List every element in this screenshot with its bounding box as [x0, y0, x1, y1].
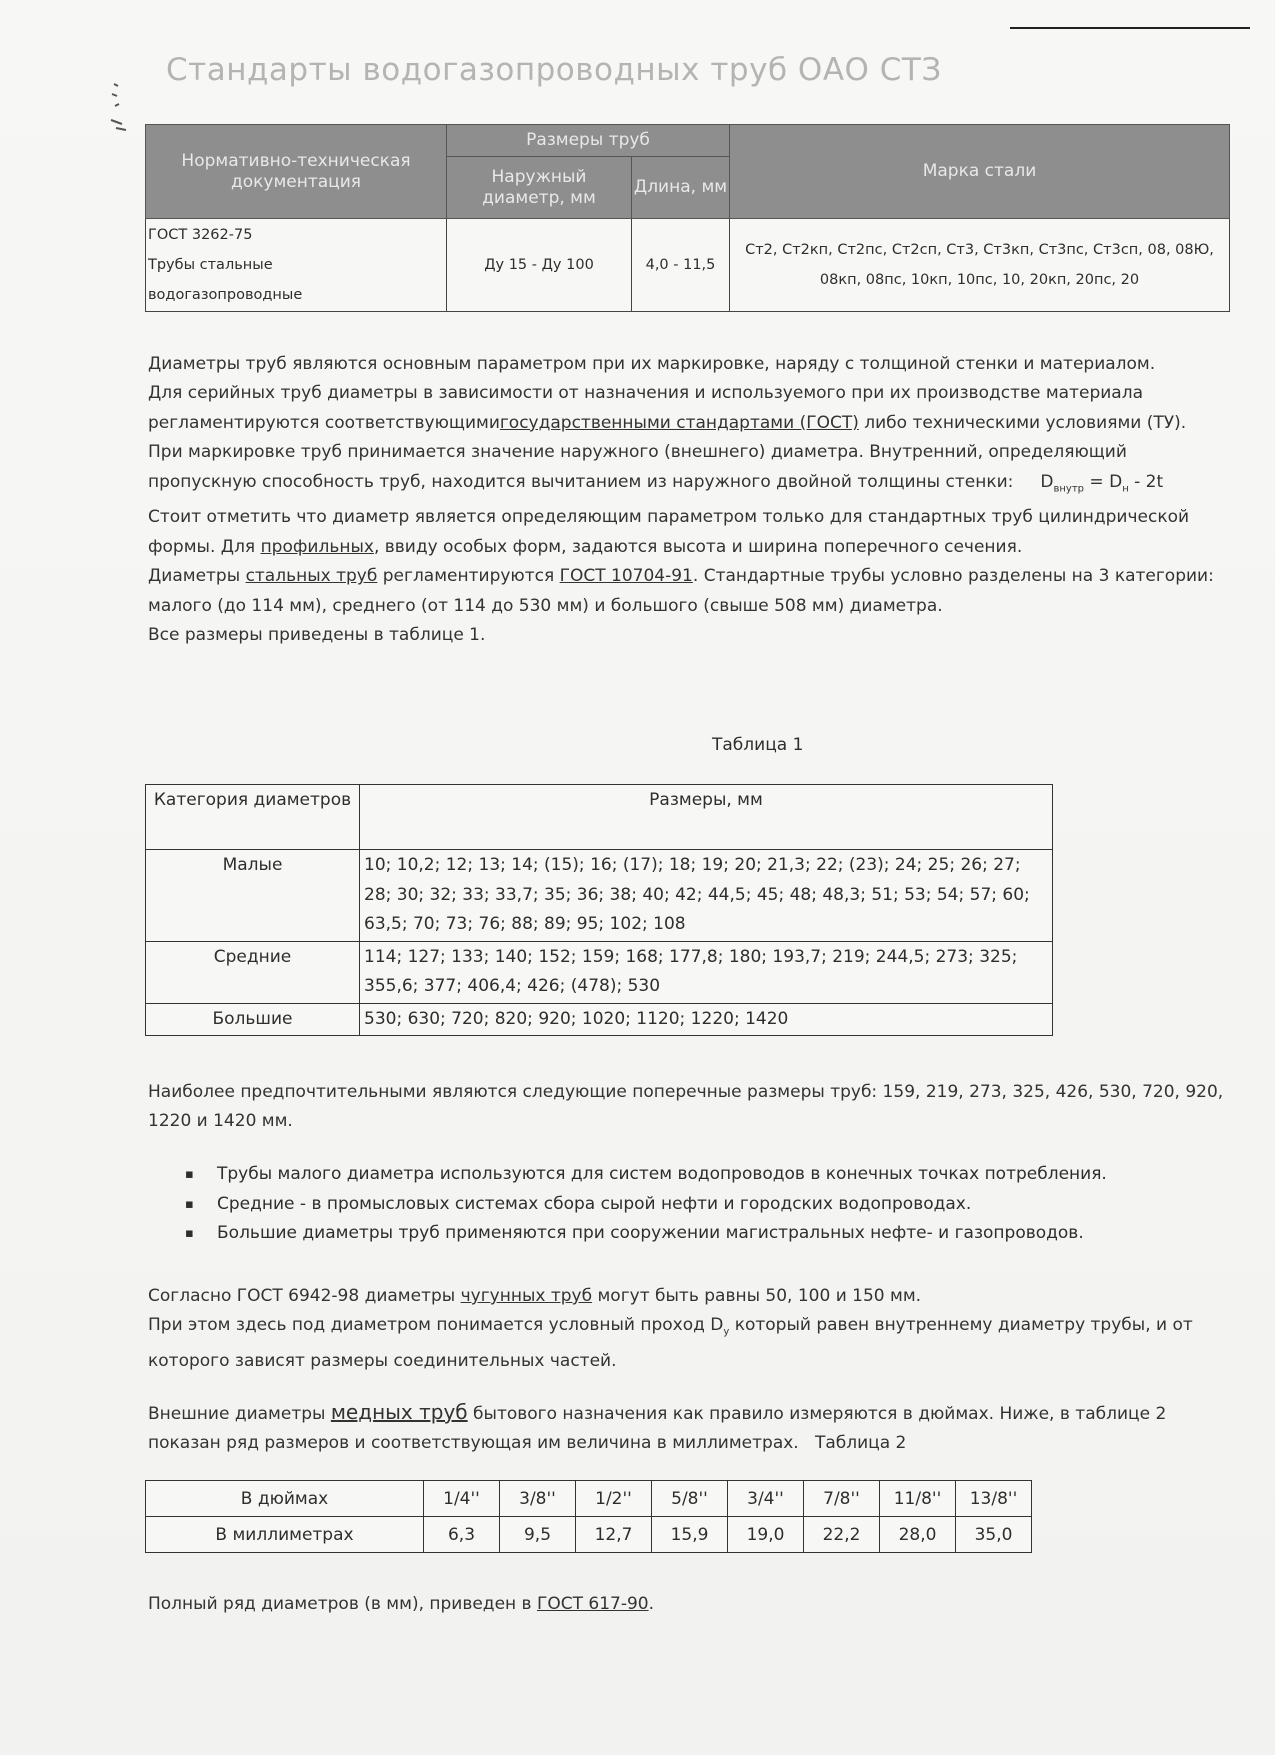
paragraph: При маркировке труб принимается значение наружного (внешнего) диаметра. Внутренний, определяющий пропускную способность труб, находится вычитанием из наружного двойной толщины стенки: $D_{внутр} = D_н - 2t$	[148, 442, 1164, 495]
table-row	[146, 850, 1053, 942]
header-pipe-sizes: Размеры труб	[447, 125, 730, 157]
table-row	[146, 219, 1230, 312]
intro-text	[148, 350, 1228, 650]
cast-iron-text	[148, 1282, 1228, 1377]
inch-cell: 5/8''	[652, 1481, 728, 1517]
inch-cell: 11/8''	[880, 1481, 956, 1517]
inch-cell: 7/8''	[804, 1481, 880, 1517]
diameters-table	[145, 784, 1053, 1036]
steel-pipes-standards-table	[145, 124, 1230, 312]
full-series-text	[148, 1590, 1228, 1619]
scan-line	[1010, 27, 1250, 29]
row-label: В миллиметрах	[146, 1517, 424, 1553]
header-steel-grade: Марка стали	[730, 125, 1230, 219]
mm-cell: 15,9	[652, 1517, 728, 1553]
category-cell: Малые	[146, 850, 360, 942]
mm-cell: 19,0	[728, 1517, 804, 1553]
paragraph: Все размеры приведены в таблице 1.	[148, 625, 486, 646]
table2-label: Таблица 2	[814, 1433, 907, 1454]
inch-cell: 3/4''	[728, 1481, 804, 1517]
category-cell: Средние	[146, 941, 360, 1003]
list-item: ▪ Средние - в промысловых системах сбора сырой нефти и городских водопроводах.	[185, 1193, 972, 1214]
doc-cell	[146, 219, 447, 312]
preferred-sizes-text: Наиболее предпочтительными являются следующие поперечные размеры труб: 159, 219, 273, 325, 426, 530, 720, 920, 1220 и 1420 мм.	[148, 1082, 1224, 1132]
header-documentation: Нормативно-техническая документация	[146, 125, 447, 219]
table-row	[146, 1517, 1032, 1553]
mm-cell: 22,2	[804, 1517, 880, 1553]
inch-cell: 1/4''	[424, 1481, 500, 1517]
steel-grades-line2: 08кп, 08пс, 10кп, 10пс, 10, 20кп, 20пс, 20	[819, 272, 1140, 288]
paragraph: Согласно ГОСТ 6942-98 диаметры чугунных труб могут быть равны 50, 100 и 150 мм.	[148, 1286, 922, 1306]
paragraph: Внешние диаметры медных труб бытового назначения как правило измеряются в дюймах. Ниже, в таблице 2 показан ряд размеров и соответствующая им величина в миллиметрах. Таблица 2	[148, 1400, 1167, 1454]
cast-iron-pipes-link[interactable]: чугунных труб	[460, 1286, 593, 1306]
page-title: Стандарты водогазопроводных труб ОАО СТЗ	[166, 52, 942, 88]
inch-cell: 13/8''	[956, 1481, 1032, 1517]
steel-grades-line1: Ст2, Ст2кп, Ст2пс, Ст2сп, Ст3, Ст3кп, Ст3пс, Ст3сп, 08, 08Ю,	[745, 242, 1214, 258]
steel-pipes-link[interactable]: стальных труб	[245, 566, 378, 587]
mm-cell: 35,0	[956, 1517, 1032, 1553]
paragraph: Диаметры стальных труб регламентируются ГОСТ 10704-91. Стандартные трубы условно разделены на 3 категории: малого (до 114 мм), среднего (от 114 до 530 мм) и большого (свыше 508 мм) диаметра.	[148, 566, 1214, 616]
profile-pipes-link[interactable]: профильных	[260, 536, 374, 557]
inch-cell: 3/8''	[500, 1481, 576, 1517]
paragraph: При этом здесь под диаметром понимается условный проход $D_y$ который равен внутреннему диаметру трубы, и от которого зависят размеры соединительных частей.	[148, 1315, 1193, 1372]
table-row	[146, 1003, 1053, 1036]
mm-cell: 28,0	[880, 1517, 956, 1553]
table-row	[146, 1481, 1032, 1517]
mm-cell: 9,5	[500, 1517, 576, 1553]
bullet-list	[185, 1160, 1107, 1249]
paragraph: Полный ряд диаметров (в мм), приведен в ГОСТ 617-90.	[148, 1594, 654, 1614]
header-outer-diameter: Наружный диаметр, мм	[447, 157, 632, 219]
gost-617-link[interactable]: ГОСТ 617-90	[536, 1594, 649, 1614]
mm-cell: 6,3	[424, 1517, 500, 1553]
paragraph: Для серийных труб диаметры в зависимости от назначения и используемого при их производстве материала регламентируются соответствующимигосударственными стандартами (ГОСТ) либо техническими условиями (ТУ).	[148, 383, 1187, 433]
sizes-cell: 10; 10,2; 12; 13; 14; (15); 16; (17); 18; 19; 20; 21,3; 22; (23); 24; 25; 26; 27; 28; 30; 32; 33; 33,7; 35; 36; 38; 40; 42; 44,5; 45; 48; 48,3; 51; 53; 54; 57; 60; 63,5; 70; 73; 76; 88; 89; 95; 102; 108	[360, 850, 1053, 942]
table-header-row	[146, 785, 1053, 850]
copper-text	[148, 1398, 1228, 1459]
gost-code: ГОСТ 3262-75	[148, 227, 253, 243]
header-sizes: Размеры, мм	[360, 785, 1053, 850]
scan-marks	[108, 80, 130, 142]
paragraph: Стоит отметить что диаметр является определяющим параметром только для стандартных труб цилиндрической формы. Для профильных, ввиду особых форм, задаются высота и ширина поперечного сечения.	[148, 507, 1190, 557]
gost-10704-link[interactable]: ГОСТ 10704-91	[559, 566, 693, 587]
header-length: Длина, мм	[632, 157, 730, 219]
formula: $D_{внутр} = D_н - 2t$	[1040, 471, 1164, 495]
steel-grade-cell	[730, 219, 1230, 312]
length-cell: 4,0 - 11,5	[632, 219, 730, 312]
table-row	[146, 941, 1053, 1003]
list-item: ▪ Трубы малого диаметра используются для систем водопроводов в конечных точках потребления.	[185, 1164, 1107, 1184]
inch-cell: 1/2''	[576, 1481, 652, 1517]
sizes-cell: 530; 630; 720; 820; 920; 1020; 1120; 1220; 1420	[360, 1003, 1053, 1036]
sizes-cell: 114; 127; 133; 140; 152; 159; 168; 177,8; 180; 193,7; 219; 244,5; 273; 325; 355,6; 377; 406,4; 426; (478); 530	[360, 941, 1053, 1003]
doc-desc-line1: Трубы стальные	[148, 257, 273, 273]
gost-link[interactable]: государственными стандартами (ГОСТ)	[499, 412, 859, 433]
table1-label: Таблица 1	[712, 735, 804, 755]
diameter-cell: Ду 15 - Ду 100	[447, 219, 632, 312]
row-label: В дюймах	[146, 1481, 424, 1517]
list-item: ▪ Большие диаметры труб применяются при сооружении магистральных нефте- и газопроводов.	[185, 1223, 1084, 1243]
mm-cell: 12,7	[576, 1517, 652, 1553]
doc-desc-line2: водогазопроводные	[148, 287, 303, 303]
header-category: Категория диаметров	[146, 785, 360, 850]
category-cell: Большие	[146, 1003, 360, 1036]
paragraph: Диаметры труб являются основным параметром при их маркировке, наряду с толщиной стенки и материалом.	[148, 354, 1156, 374]
copper-sizes-table	[145, 1480, 1032, 1553]
copper-pipes-link[interactable]: медных труб	[330, 1400, 468, 1424]
